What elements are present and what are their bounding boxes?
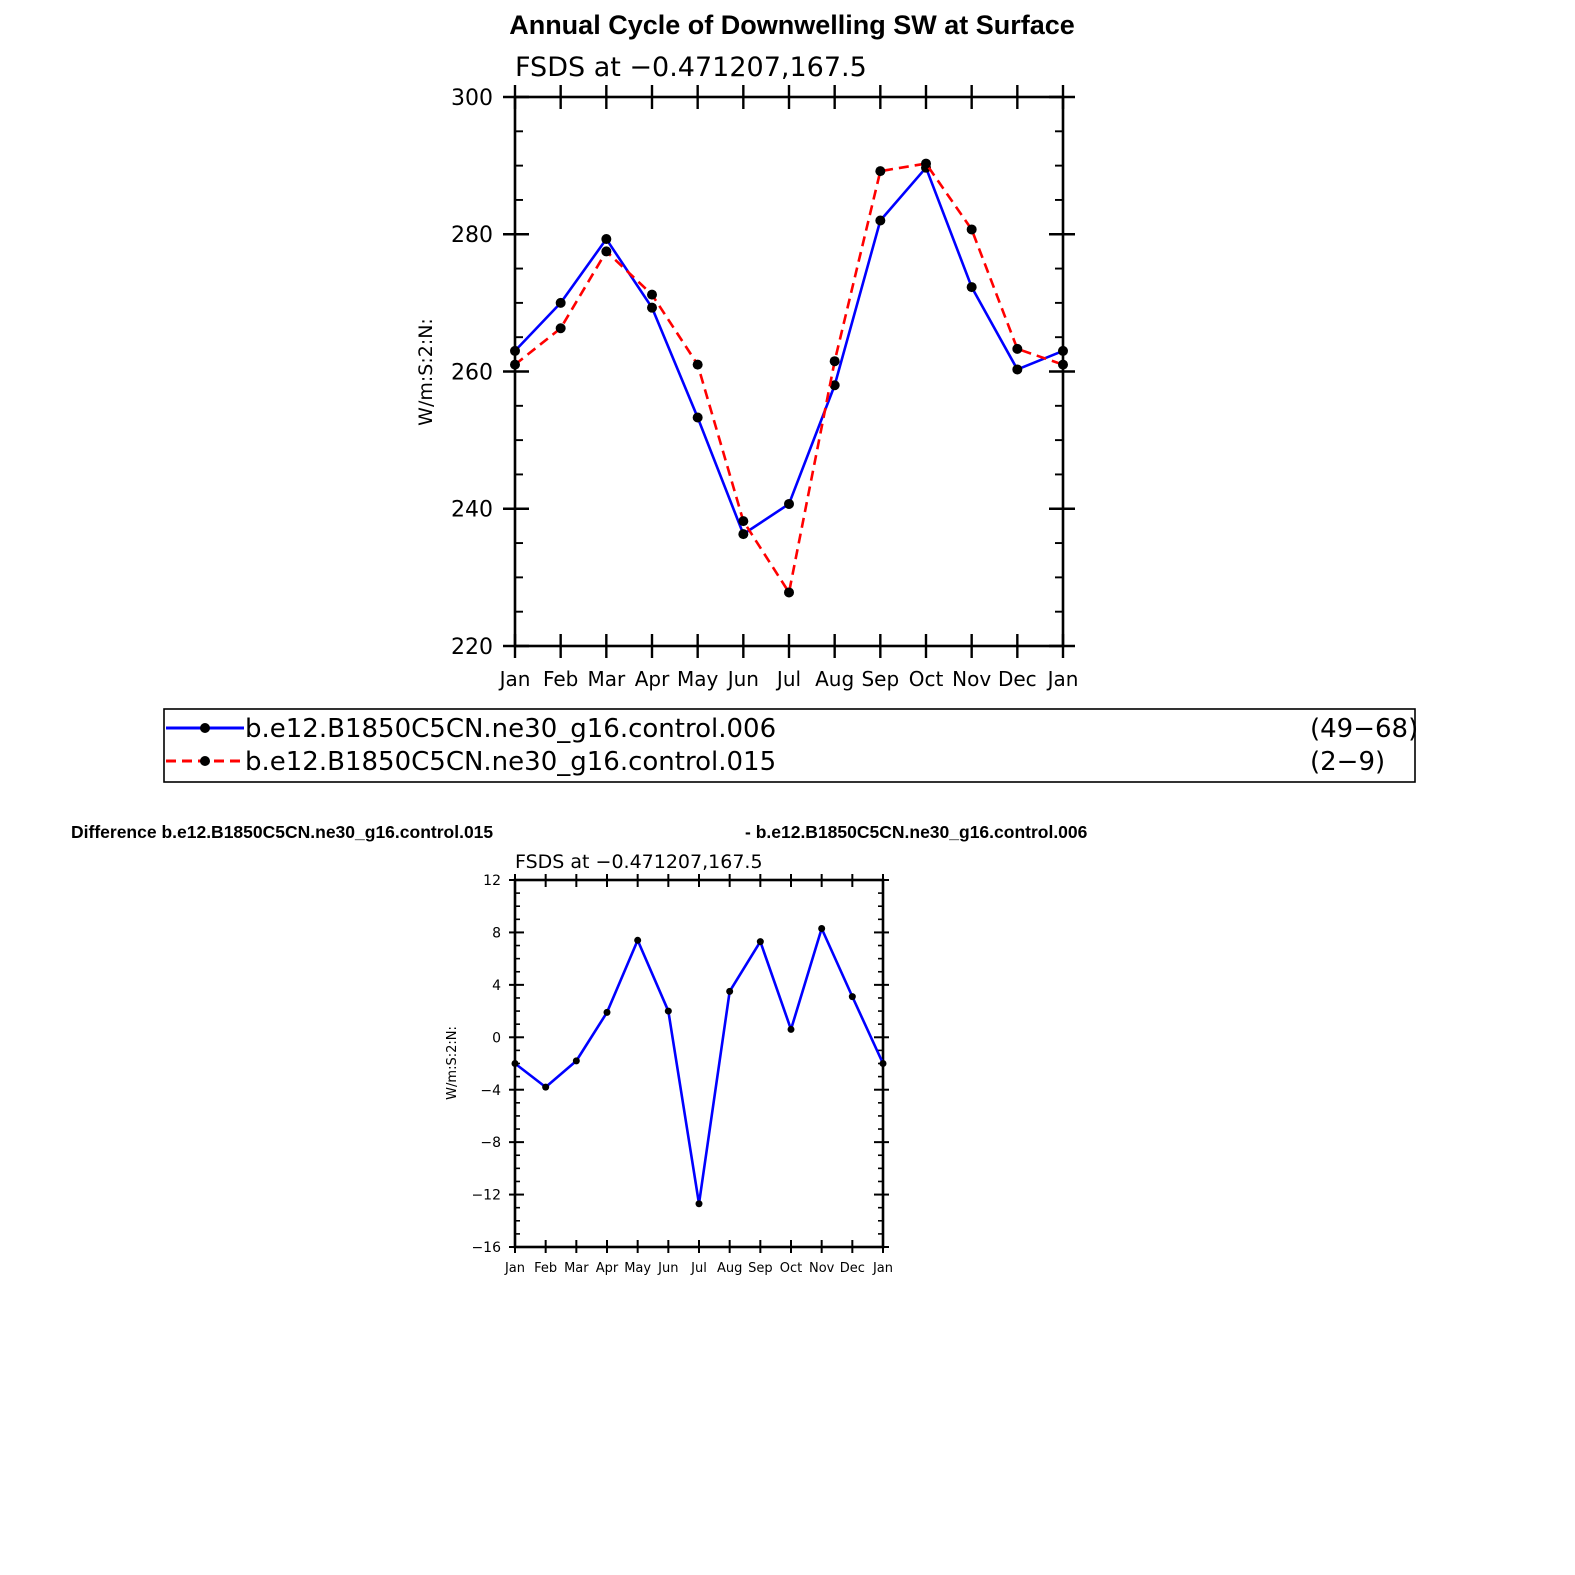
legend-item-control-015 [166, 747, 1385, 777]
x-tick-label: Jun [727, 667, 759, 691]
data-point [880, 1060, 887, 1067]
x-tick-label: Sep [748, 1261, 773, 1276]
legend-marker-control-006 [200, 723, 210, 733]
legend-item-control-006 [166, 714, 1418, 744]
x-tick-label: Apr [595, 1261, 619, 1276]
x-tick-label: Jan [872, 1261, 894, 1276]
data-point [757, 938, 764, 945]
data-point [647, 290, 657, 300]
y-tick-label: 4 [492, 977, 501, 994]
data-point [967, 224, 977, 234]
data-point [556, 298, 566, 308]
series-line-1 [515, 164, 1063, 593]
x-tick-label: Mar [587, 667, 626, 691]
x-tick-label: Aug [716, 1261, 743, 1276]
x-tick-label: Jun [658, 1261, 679, 1276]
y-tick-label: −16 [471, 1240, 501, 1257]
y-tick-label: −12 [471, 1187, 501, 1204]
data-point [1012, 344, 1022, 354]
series-line-0 [515, 928, 883, 1203]
difference-chart [71, 822, 1088, 1276]
y-tick-label: −8 [480, 1135, 501, 1152]
data-point [556, 323, 566, 333]
x-tick-label: Sep [861, 667, 900, 691]
y-tick-label: 260 [451, 360, 493, 386]
legend [164, 709, 1418, 782]
data-point [967, 282, 977, 292]
legend-label-control-015: b.e12.B1850C5CN.ne30_g16.control.015 [245, 747, 777, 777]
data-point [510, 346, 520, 356]
x-tick-label: Feb [542, 667, 579, 691]
data-point [788, 1026, 795, 1033]
data-point [634, 937, 641, 944]
data-point [604, 1009, 611, 1016]
x-tick-label: Feb [534, 1261, 558, 1276]
legend-years-control-015: (2−9) [1310, 747, 1386, 777]
data-point [784, 499, 794, 509]
series-line-0 [515, 168, 1063, 534]
data-point [738, 529, 748, 539]
y-tick-label: 12 [483, 873, 501, 890]
data-point [921, 159, 931, 169]
data-point [542, 1084, 549, 1091]
data-point [510, 360, 520, 370]
data-point [1058, 360, 1068, 370]
y-tick-label: −4 [480, 1082, 501, 1099]
data-point [784, 587, 794, 597]
data-point [875, 166, 885, 176]
data-point [696, 1200, 703, 1207]
data-point [601, 246, 611, 256]
x-tick-label: Apr [634, 667, 670, 691]
x-tick-label: Jan [499, 667, 531, 691]
data-point [601, 234, 611, 244]
data-point [512, 1060, 519, 1067]
difference-title-right: - b.e12.B1850C5CN.ne30_g16.control.006 [745, 822, 1088, 842]
data-point [665, 1008, 672, 1015]
difference-title-left: Difference b.e12.B1850C5CN.ne30_g16.control.015 [71, 822, 494, 842]
x-tick-label: Jul [776, 667, 802, 691]
data-point [1058, 346, 1068, 356]
x-tick-label: Mar [564, 1261, 589, 1276]
x-tick-label: May [676, 667, 719, 691]
c2-plot-frame [515, 880, 883, 1247]
data-point [818, 925, 825, 932]
x-tick-label: Aug [815, 667, 855, 691]
main-chart [415, 10, 1078, 691]
y-tick-label: 8 [492, 925, 501, 942]
x-tick-label: Jul [691, 1261, 707, 1276]
chart-subtitle: FSDS at −0.471207,167.5 [515, 52, 867, 83]
chart-title: Annual Cycle of Downwelling SW at Surface [509, 10, 1075, 40]
x-tick-label: Nov [952, 667, 992, 691]
data-point [647, 303, 657, 313]
legend-marker-control-015 [200, 756, 210, 766]
data-point [726, 988, 733, 995]
data-point [573, 1057, 580, 1064]
legend-label-control-006: b.e12.B1850C5CN.ne30_g16.control.006 [245, 714, 777, 744]
data-point [738, 516, 748, 526]
difference-subtitle: FSDS at −0.471207,167.5 [515, 851, 763, 873]
x-tick-label: May [624, 1261, 652, 1276]
data-point [875, 216, 885, 226]
x-tick-label: Dec [839, 1261, 865, 1276]
x-tick-label: Jan [1047, 667, 1079, 691]
x-tick-label: Jan [504, 1261, 526, 1276]
data-point [1012, 364, 1022, 374]
x-tick-label: Oct [908, 667, 944, 691]
x-tick-label: Oct [779, 1261, 803, 1276]
x-tick-label: Dec [997, 667, 1037, 691]
data-point [693, 360, 703, 370]
x-tick-label: Nov [808, 1261, 835, 1276]
y-tick-label: 300 [451, 85, 493, 111]
y-axis-label: W/m:S:2:N: [415, 318, 437, 426]
y-tick-label: 0 [492, 1030, 501, 1047]
legend-years-control-006: (49−68) [1310, 714, 1419, 744]
y-tick-label: 280 [451, 223, 493, 249]
data-point [693, 412, 703, 422]
data-point [830, 356, 840, 366]
c1-plot-frame [515, 97, 1063, 646]
data-point [849, 993, 856, 1000]
difference-y-axis-label: W/m:S:2:N: [445, 1026, 460, 1100]
y-tick-label: 240 [451, 497, 493, 523]
y-tick-label: 220 [451, 634, 493, 660]
